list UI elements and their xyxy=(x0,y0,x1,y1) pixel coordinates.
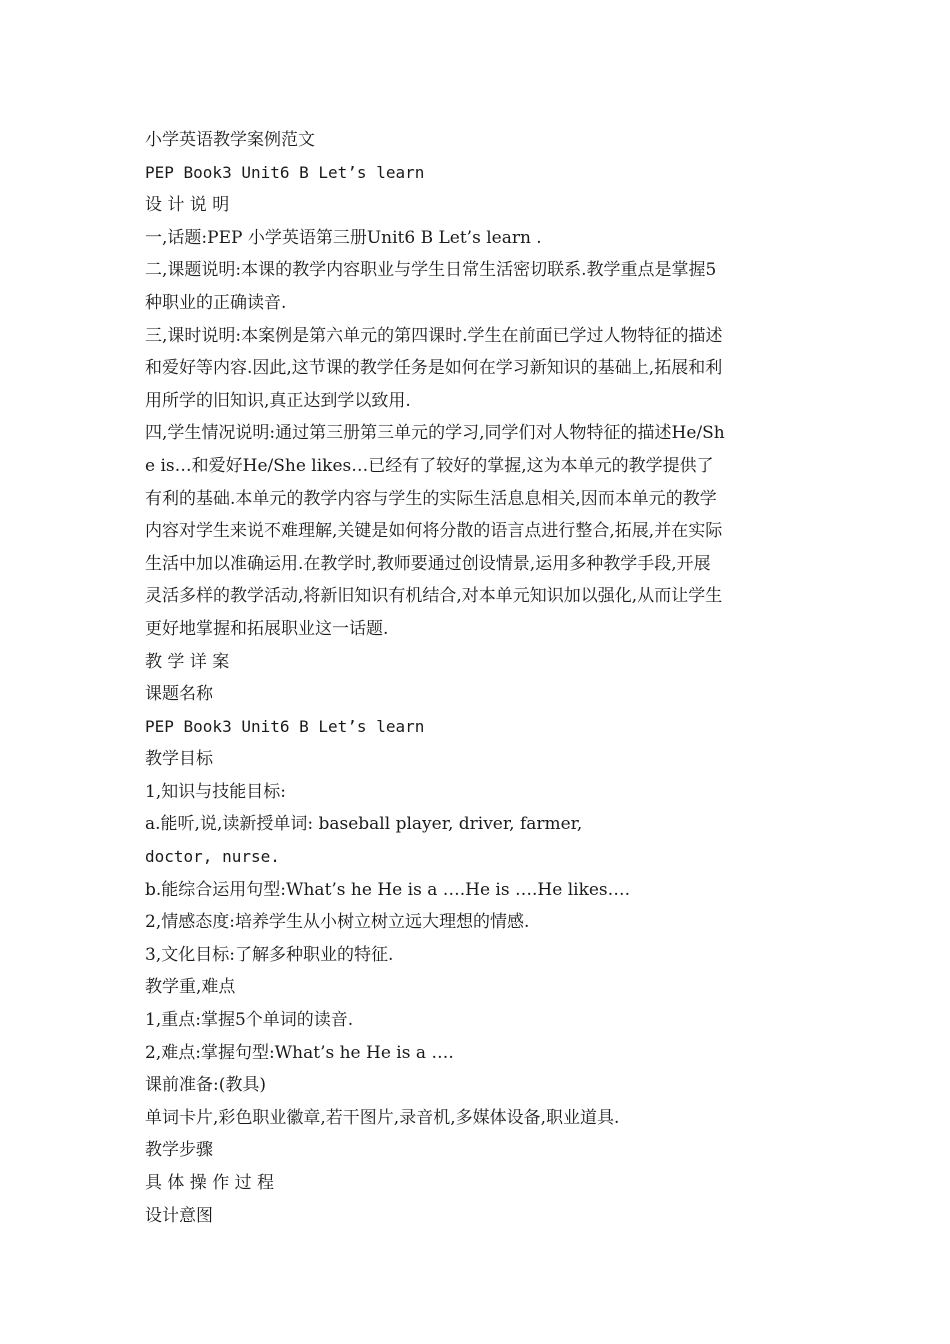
steps-column-intent: 设计意图 xyxy=(145,1205,213,1226)
paragraph-line: 用所学的旧知识,真正达到学以致用. xyxy=(145,390,411,411)
objective-line: b.能综合运用句型:What’s he He is a ….He is ….He likes…. xyxy=(145,879,631,900)
paragraph-line: e is…和爱好He/She likes…已经有了较好的掌握,这为本单元的教学提供了 xyxy=(145,455,714,476)
objective-line: 2,情感态度:培养学生从小树立树立远大理想的情感. xyxy=(145,912,530,933)
paragraph-line: 三,课时说明:本案例是第六单元的第四课时.学生在前面已学过人物特征的描述 xyxy=(145,325,723,346)
key-point-line: 1,重点:掌握5个单词的读音. xyxy=(145,1010,354,1031)
steps-column-process: 具 体 操 作 过 程 xyxy=(145,1173,275,1193)
paragraph-line: 有利的基础.本单元的教学内容与学生的实际生活息息相关,因而本单元的教学 xyxy=(145,488,717,509)
lesson-subtitle: PEP Book3 Unit6 B Let’s learn xyxy=(145,162,425,182)
section-heading-plan: 教 学 详 案 xyxy=(145,651,230,672)
objective-line: doctor, nurse. xyxy=(145,847,280,867)
objective-line: 3,文化目标:了解多种职业的特征. xyxy=(145,944,394,965)
paragraph-line: 种职业的正确读音. xyxy=(145,292,287,313)
paragraph-line: 二,课题说明:本课的教学内容职业与学生日常生活密切联系.教学重点是掌握5 xyxy=(145,260,717,281)
subheading-objectives: 教学目标 xyxy=(145,749,213,770)
subheading-steps: 教学步骤 xyxy=(145,1140,213,1161)
paragraph-line: 生活中加以准确运用.在教学时,教师要通过创设情景,运用多种教学手段,开展 xyxy=(145,553,711,574)
subheading-key-points: 教学重,难点 xyxy=(145,977,236,998)
objective-line: a.能听,说,读新授单词: baseball player, driver, farmer, xyxy=(145,814,583,835)
paragraph-line: 四,学生情况说明:通过第三册第三单元的学习,同学们对人物特征的描述He/Sh xyxy=(145,423,725,444)
paragraph-line: 更好地掌握和拓展职业这一话题. xyxy=(145,618,389,639)
document-title: 小学英语教学案例范文 xyxy=(145,130,315,150)
preparation-line: 单词卡片,彩色职业徽章,若干图片,录音机,多媒体设备,职业道具. xyxy=(145,1107,620,1128)
section-heading-design: 设 计 说 明 xyxy=(145,195,230,216)
topic-line: 一,话题:PEP 小学英语第三册Unit6 B Let’s learn . xyxy=(145,227,542,248)
subheading-preparation: 课前准备:(教具) xyxy=(145,1075,266,1096)
paragraph-line: 和爱好等内容.因此,这节课的教学任务是如何在学习新知识的基础上,拓展和利 xyxy=(145,358,723,379)
subheading-topic-name: 课题名称 xyxy=(145,684,213,705)
document-page xyxy=(145,124,815,1232)
paragraph-line: 灵活多样的教学活动,将新旧知识有机结合,对本单元知识加以强化,从而让学生 xyxy=(145,586,723,607)
paragraph-line: 内容对学生来说不难理解,关键是如何将分散的语言点进行整合,拓展,并在实际 xyxy=(145,521,723,542)
objective-line: 1,知识与技能目标: xyxy=(145,781,286,802)
lesson-name: PEP Book3 Unit6 B Let’s learn xyxy=(145,716,425,736)
key-point-line: 2,难点:掌握句型:What’s he He is a …. xyxy=(145,1042,454,1063)
